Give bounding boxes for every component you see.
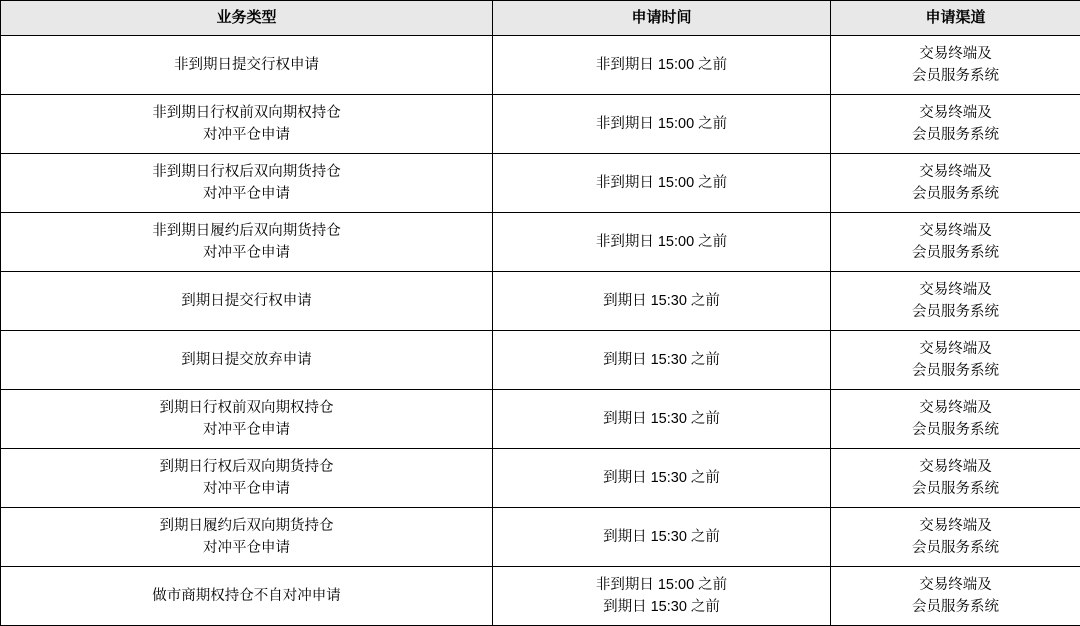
table-row xyxy=(1,154,1080,213)
cell-application-channel-line: 会员服务系统 xyxy=(835,65,1076,87)
cell-application-channel-line: 会员服务系统 xyxy=(835,360,1076,382)
cell-application-time xyxy=(493,331,831,390)
cell-business-type-line: 对冲平仓申请 xyxy=(5,537,488,559)
cell-application-channel-line: 交易终端及 xyxy=(835,338,1076,360)
cell-application-time-line: 到期日 15:30 之前 xyxy=(497,467,826,489)
cell-business-type-line: 对冲平仓申请 xyxy=(5,183,488,205)
cell-business-type xyxy=(1,213,493,272)
cell-application-channel-line: 交易终端及 xyxy=(835,43,1076,65)
table-header xyxy=(1,1,1080,36)
cell-business-type-line: 对冲平仓申请 xyxy=(5,419,488,441)
cell-application-time-line: 非到期日 15:00 之前 xyxy=(497,172,826,194)
cell-application-time-line: 非到期日 15:00 之前 xyxy=(497,54,826,76)
cell-application-time xyxy=(493,567,831,626)
cell-application-channel xyxy=(831,213,1080,272)
cell-application-channel-line: 交易终端及 xyxy=(835,279,1076,301)
cell-business-type-line: 对冲平仓申请 xyxy=(5,242,488,264)
cell-application-channel xyxy=(831,390,1080,449)
cell-application-channel-line: 会员服务系统 xyxy=(835,419,1076,441)
cell-application-channel-line: 会员服务系统 xyxy=(835,124,1076,146)
cell-application-time xyxy=(493,272,831,331)
cell-business-type-line: 非到期日履约后双向期货持仓 xyxy=(5,220,488,242)
cell-business-type xyxy=(1,567,493,626)
cell-application-time-line: 到期日 15:30 之前 xyxy=(497,526,826,548)
cell-application-channel-line: 会员服务系统 xyxy=(835,478,1076,500)
column-header-application-channel: 申请渠道 xyxy=(831,1,1080,36)
column-header-application-time: 申请时间 xyxy=(493,1,831,36)
table-row xyxy=(1,449,1080,508)
table-row xyxy=(1,567,1080,626)
cell-business-type xyxy=(1,272,493,331)
cell-business-type-line: 对冲平仓申请 xyxy=(5,478,488,500)
cell-application-channel-line: 交易终端及 xyxy=(835,161,1076,183)
cell-application-channel xyxy=(831,508,1080,567)
cell-application-time-line: 非到期日 15:00 之前 xyxy=(497,113,826,135)
table-row xyxy=(1,390,1080,449)
cell-business-type-line: 非到期日提交行权申请 xyxy=(5,54,488,76)
table-row xyxy=(1,508,1080,567)
cell-application-channel-line: 交易终端及 xyxy=(835,102,1076,124)
cell-business-type xyxy=(1,331,493,390)
cell-business-type-line: 到期日履约后双向期货持仓 xyxy=(5,515,488,537)
cell-application-time-line: 到期日 15:30 之前 xyxy=(497,290,826,312)
cell-application-time xyxy=(493,508,831,567)
cell-application-channel-line: 会员服务系统 xyxy=(835,537,1076,559)
cell-application-time-line: 到期日 15:30 之前 xyxy=(497,596,826,618)
cell-business-type-line: 非到期日行权前双向期权持仓 xyxy=(5,102,488,124)
cell-business-type-line: 到期日提交放弃申请 xyxy=(5,349,488,371)
cell-application-channel-line: 会员服务系统 xyxy=(835,183,1076,205)
cell-application-channel xyxy=(831,154,1080,213)
cell-application-channel-line: 交易终端及 xyxy=(835,220,1076,242)
column-header-business-type: 业务类型 xyxy=(1,1,493,36)
cell-application-time-line: 到期日 15:30 之前 xyxy=(497,408,826,430)
table-row xyxy=(1,272,1080,331)
table-row xyxy=(1,36,1080,95)
cell-application-channel-line: 交易终端及 xyxy=(835,397,1076,419)
cell-application-channel xyxy=(831,272,1080,331)
cell-business-type xyxy=(1,95,493,154)
cell-application-channel-line: 交易终端及 xyxy=(835,515,1076,537)
table-header-row xyxy=(1,1,1080,36)
cell-application-time-line: 到期日 15:30 之前 xyxy=(497,349,826,371)
table-row xyxy=(1,331,1080,390)
cell-business-type xyxy=(1,390,493,449)
cell-application-channel xyxy=(831,331,1080,390)
cell-application-channel-line: 交易终端及 xyxy=(835,456,1076,478)
cell-business-type-line: 做市商期权持仓不自对冲申请 xyxy=(5,585,488,607)
cell-application-channel xyxy=(831,567,1080,626)
cell-application-time-line: 非到期日 15:00 之前 xyxy=(497,231,826,253)
cell-application-channel xyxy=(831,36,1080,95)
cell-application-channel-line: 会员服务系统 xyxy=(835,596,1076,618)
cell-application-time xyxy=(493,390,831,449)
cell-application-time xyxy=(493,154,831,213)
cell-business-type xyxy=(1,154,493,213)
cell-business-type-line: 到期日行权后双向期货持仓 xyxy=(5,456,488,478)
cell-business-type-line: 到期日提交行权申请 xyxy=(5,290,488,312)
cell-business-type xyxy=(1,449,493,508)
cell-business-type-line: 对冲平仓申请 xyxy=(5,124,488,146)
cell-application-time xyxy=(493,95,831,154)
cell-application-time xyxy=(493,36,831,95)
cell-application-time-line: 非到期日 15:00 之前 xyxy=(497,574,826,596)
cell-business-type-line: 非到期日行权后双向期货持仓 xyxy=(5,161,488,183)
cell-application-channel xyxy=(831,95,1080,154)
cell-application-time xyxy=(493,449,831,508)
table-row xyxy=(1,95,1080,154)
table-body xyxy=(1,36,1080,626)
cell-business-type xyxy=(1,508,493,567)
cell-business-type-line: 到期日行权前双向期权持仓 xyxy=(5,397,488,419)
cell-application-time xyxy=(493,213,831,272)
cell-application-channel-line: 会员服务系统 xyxy=(835,242,1076,264)
cell-application-channel-line: 会员服务系统 xyxy=(835,301,1076,323)
cell-business-type xyxy=(1,36,493,95)
cell-application-channel-line: 交易终端及 xyxy=(835,574,1076,596)
table-row xyxy=(1,213,1080,272)
cell-application-channel xyxy=(831,449,1080,508)
